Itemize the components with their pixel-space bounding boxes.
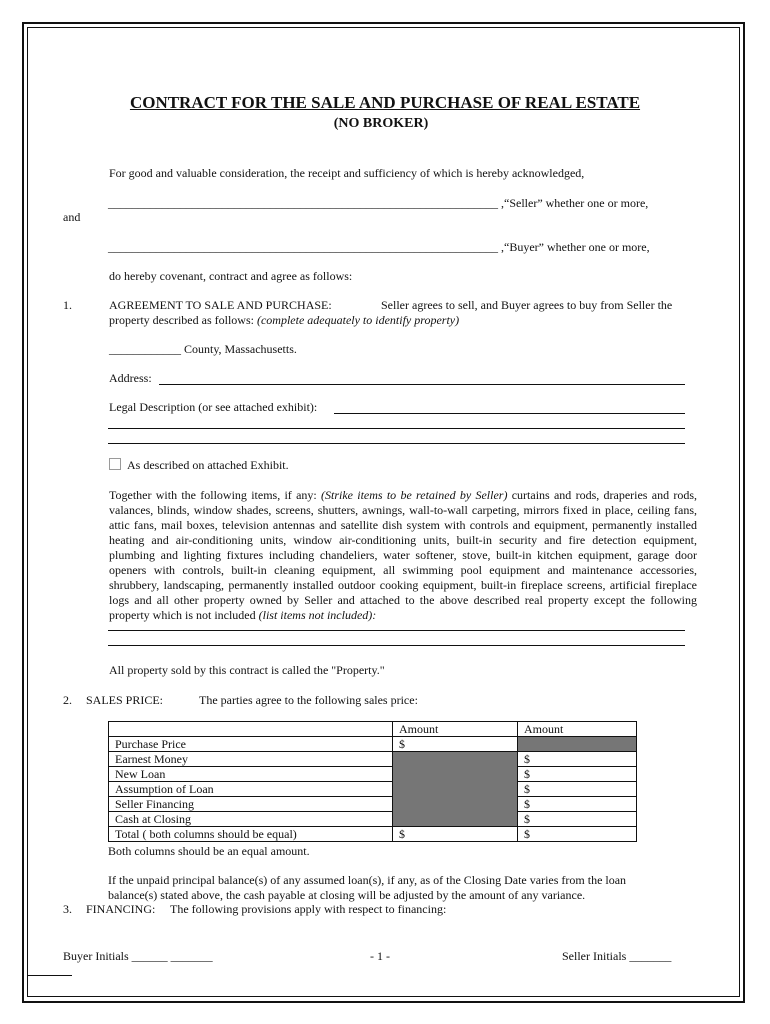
total-amount-2[interactable]: $ [518,827,637,842]
row-label-seller-financing: Seller Financing [109,797,393,812]
county-line[interactable] [109,342,297,357]
assumption-of-loan-amount[interactable]: $ [518,782,637,797]
intro-text: For good and valuable consideration, the receipt and sufficiency of which is hereby acknowledged, [109,166,585,180]
legal-description-line-2[interactable] [108,428,685,429]
covenant-text: do hereby covenant, contract and agree as follows: [109,269,353,283]
equal-note: Both columns should be an equal amount. [108,844,310,858]
buyer-label: ,“Buyer” whether one or more, [498,240,650,254]
purchase-price-amount[interactable]: $ [393,737,518,752]
row-label-earnest-money: Earnest Money [109,752,393,767]
header-blank [109,722,393,737]
table-row [109,827,637,842]
page-number: - 1 - [370,949,390,963]
included-items-paragraph: Together with the following items, if any: (Strike items to be retained by Seller) curtains and rods, draperies and rods, valances, blinds, window shades, screens, shutters, awnings, wall-to-wall carpeting, mirrors fixed in place, ceiling fans, attic fans, mail boxes, television antennas and satellite dish system with controls and equipment, permanently installed heating and air-conditioning units, window air-conditioning units, built-in security and fire detection equipment, plumbing and lighting fixtures including chandeliers, water softener, stove, built-in kitchen equipment, garage door openers with controls, built-in cleaning equipment, all swimming pool equipment and maintenance accessories, shrubbery, landscaping, permanently installed outdoor cooking equipment, built-in fireplace screens, artificial fireplace logs and all other property owned by Seller and attached to the above described real property except the following property which is not included (list items not included): [109,488,698,622]
header-amount-2: Amount [518,722,637,737]
table-header-row [109,722,637,737]
seller-financing-amount[interactable]: $ [518,797,637,812]
seller-initials[interactable]: Seller Initials _______ [562,949,672,963]
buyer-initials[interactable]: Buyer Initials ______ _______ [63,949,213,963]
section-3-heading: FINANCING: [86,902,156,916]
buyer-blank[interactable]: _________________________________________________________________ [108,240,498,254]
excluded-items-line-2[interactable] [108,645,685,646]
row-label-assumption-of-loan: Assumption of Loan [109,782,393,797]
excluded-items-line-1[interactable] [108,630,685,631]
document-title: CONTRACT FOR THE SALE AND PURCHASE OF REAL ESTATE [129,93,641,112]
seller-blank[interactable]: _________________________________________________________________ [108,196,498,210]
section-3-text: The following provisions apply with respect to financing: [170,902,447,916]
total-amount-1[interactable]: $ [393,827,518,842]
section-2-number: 2. [63,693,72,707]
section-3-number: 3. [63,902,72,916]
exhibit-label: As described on attached Exhibit. [127,458,289,472]
shaded-cell [518,737,637,752]
legal-description-field[interactable] [334,413,685,414]
section-2-heading: SALES PRICE: [86,693,164,707]
county-blank[interactable]: ____________ [109,342,181,356]
footer-rule [27,975,72,976]
document-subtitle: (NO BROKER) [333,116,429,131]
exhibit-checkbox[interactable] [109,458,121,470]
table-row [109,767,637,782]
table-row [109,737,637,752]
legal-description-line-3[interactable] [108,443,685,444]
address-label: Address: [109,371,152,385]
county-label: County, Massachusetts. [181,342,297,356]
row-label-purchase-price: Purchase Price [109,737,393,752]
section-1-number: 1. [63,298,72,312]
cash-at-closing-amount[interactable]: $ [518,812,637,827]
shaded-cell-block [393,752,518,827]
section-2-text: The parties agree to the following sales price: [199,693,418,707]
strike-instruction: (Strike items to be retained by Seller) [321,488,508,502]
address-field[interactable] [159,384,685,385]
variance-text-line-1: If the unpaid principal balance(s) of any assumed loan(s), if any, as of the Closing Date varies from the loan [108,873,627,887]
new-loan-amount[interactable]: $ [518,767,637,782]
header-amount-1: Amount [393,722,518,737]
table-row [109,797,637,812]
property-instruction: (complete adequately to identify property) [256,313,460,327]
and-text: and [63,210,81,224]
seller-label: ,“Seller” whether one or more, [498,196,649,210]
table-row [109,752,637,767]
section-1-heading: AGREEMENT TO SALE AND PURCHASE: [109,298,332,312]
section-1-property-line: property described as follows: (complete adequately to identify property) [109,313,460,327]
property-note: All property sold by this contract is called the "Property." [109,663,385,677]
buyer-line[interactable] [108,240,650,255]
legal-description-label: Legal Description (or see attached exhibit): [109,400,318,414]
table-row [109,812,637,827]
earnest-money-amount[interactable]: $ [518,752,637,767]
excluded-instruction: (list items not included): [258,608,377,622]
row-label-total: Total ( both columns should be equal) [109,827,393,842]
variance-text-line-2: balance(s) stated above, the cash payable at closing will be adjusted by the amount of any variance. [108,888,586,902]
section-1-text: Seller agrees to sell, and Buyer agrees to buy from Seller the [381,298,673,312]
row-label-cash-at-closing: Cash at Closing [109,812,393,827]
row-label-new-loan: New Loan [109,767,393,782]
table-row [109,782,637,797]
seller-line[interactable] [108,196,648,211]
sales-price-table [108,721,637,842]
